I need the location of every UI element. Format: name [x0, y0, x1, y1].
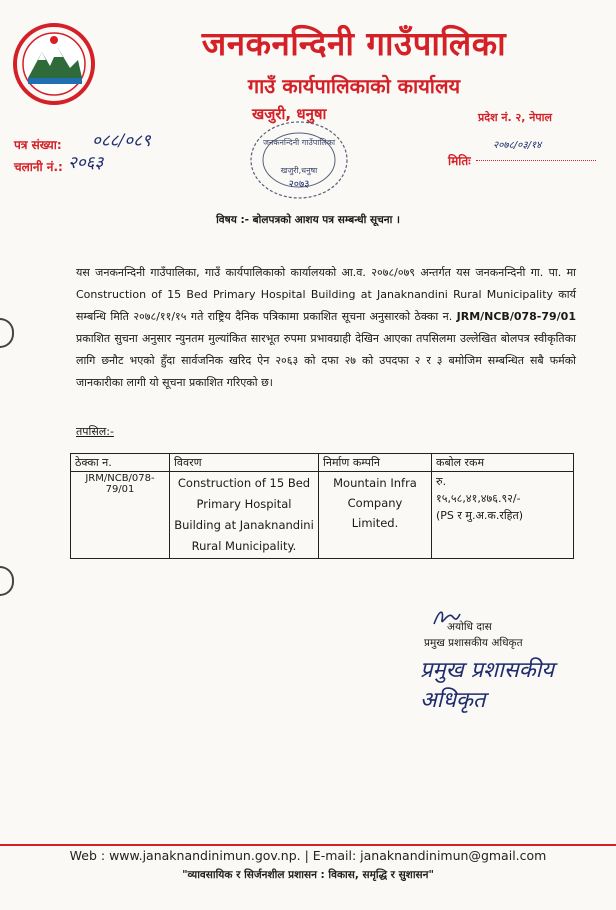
body-text-part2: कार्य सम्बन्धि मिति २०७८/११/१५ गते राष्ट्रिय दैनिक पत्रिकामा प्रकाशित सूचना अनुसारको ठेक्का न. [76, 288, 576, 323]
contract-table [70, 453, 574, 559]
dispatch-number-value: २०६३ [68, 153, 104, 173]
table-row [71, 472, 574, 559]
province-label: प्रदेश नं. २, नेपाल [478, 111, 552, 124]
letter-date: २०७८/०३/१४ [493, 140, 542, 151]
details-label: तपसिल:- [76, 425, 114, 438]
body-text-part3: प्रकाशित सुचना अनुसार न्युनतम मुल्यांकित सारभूत रुपमा प्रभावग्राही देखिन आएका तपसिलमा उल्लेखित बोलपत्र स्वीकृतिका लागि छनौट भएको हुँदा सार्वजनिक खरिद ऐन २०६३ को दफा २७ को उपदफा २ र ३ बमोजिम सम्बन्धित सबै फर्मको जानकारीका लागी यो सूचना प्रकाशित गरिएको छ। [76, 332, 576, 389]
dispatch-number-label: चलानी नं.: [14, 160, 63, 174]
header-contract-no: ठेक्का न. [71, 454, 170, 472]
binder-clip-mark [0, 566, 14, 596]
letter-number-value: ०८८/०८९ [92, 131, 151, 151]
table-header-row [71, 454, 574, 472]
date-line [476, 160, 596, 161]
office-stamp [244, 115, 354, 205]
footer-divider [0, 844, 616, 846]
header-amount: कबोल रकम [432, 454, 574, 472]
date-label: मितिः [448, 154, 471, 168]
binder-clip-mark [0, 318, 14, 348]
stamp-year: २०७३ [288, 179, 310, 190]
cell-company: Mountain Infra Company Limited. [319, 472, 432, 559]
municipality-emblem-logo [12, 22, 96, 106]
footer-slogan: "व्यावसायिक र सिर्जनशील प्रशासन : विकास, समृद्धि र सुशासन" [182, 869, 434, 881]
stamp-place: खजुरी,धनुषा [280, 166, 318, 175]
notice-body [76, 262, 576, 394]
body-text-part1: यस जनकनन्दिनी गाउँपालिका, गाउँ कार्यपालिकाको कार्यालयको आ.व. २०७८/०७९ अन्तर्गत यस जनकनन्दिनी गा. पा. मा [76, 266, 576, 279]
contract-number: JRM/NCB/078-79/01 [456, 310, 576, 323]
header-company: निर्माण कम्पनि [319, 454, 432, 472]
designation-stamp: प्रमुख प्रशासकीय अधिकृत [420, 658, 555, 713]
amount-note: (PS र मु.अ.क.रहित) [436, 509, 524, 522]
municipality-title: जनकनन्दिनी गाउँपालिका [201, 24, 507, 63]
footer-contact: Web : www.janaknandinimun.gov.np. | E-mail: janaknandinimun@gmail.com [69, 848, 547, 863]
signatory-name: अयोधि दास [447, 621, 492, 633]
office-location: खजुरी, धनुषा [252, 105, 327, 123]
header-description: विवरण [170, 454, 319, 472]
amount-value: १५,५८,४१,४७६.९२/- [436, 492, 521, 505]
letter-number-label: पत्र संख्या: [14, 138, 62, 152]
subject-line: विषय :- बोलपत्रको आशय पत्र सम्बन्धी सूचना । [216, 214, 400, 226]
cell-contract-no: JRM/NCB/078-79/01 [71, 472, 170, 559]
cell-description: Construction of 15 Bed Primary Hospital Building at Janaknandini Rural Municipality. [170, 472, 319, 559]
project-name: Construction of 15 Bed Primary Hospital Building at Janaknandini Rural Municipality [76, 288, 554, 301]
cell-amount [432, 472, 574, 559]
signatory-title: प्रमुख प्रशासकीय अधिकृत [424, 637, 523, 649]
amount-prefix: रु. [436, 475, 447, 488]
stamp-text: जनकनन्दिनी गाउँपालिका [262, 138, 336, 147]
office-subtitle: गाउँ कार्यपालिकाको कार्यालय [247, 74, 461, 98]
